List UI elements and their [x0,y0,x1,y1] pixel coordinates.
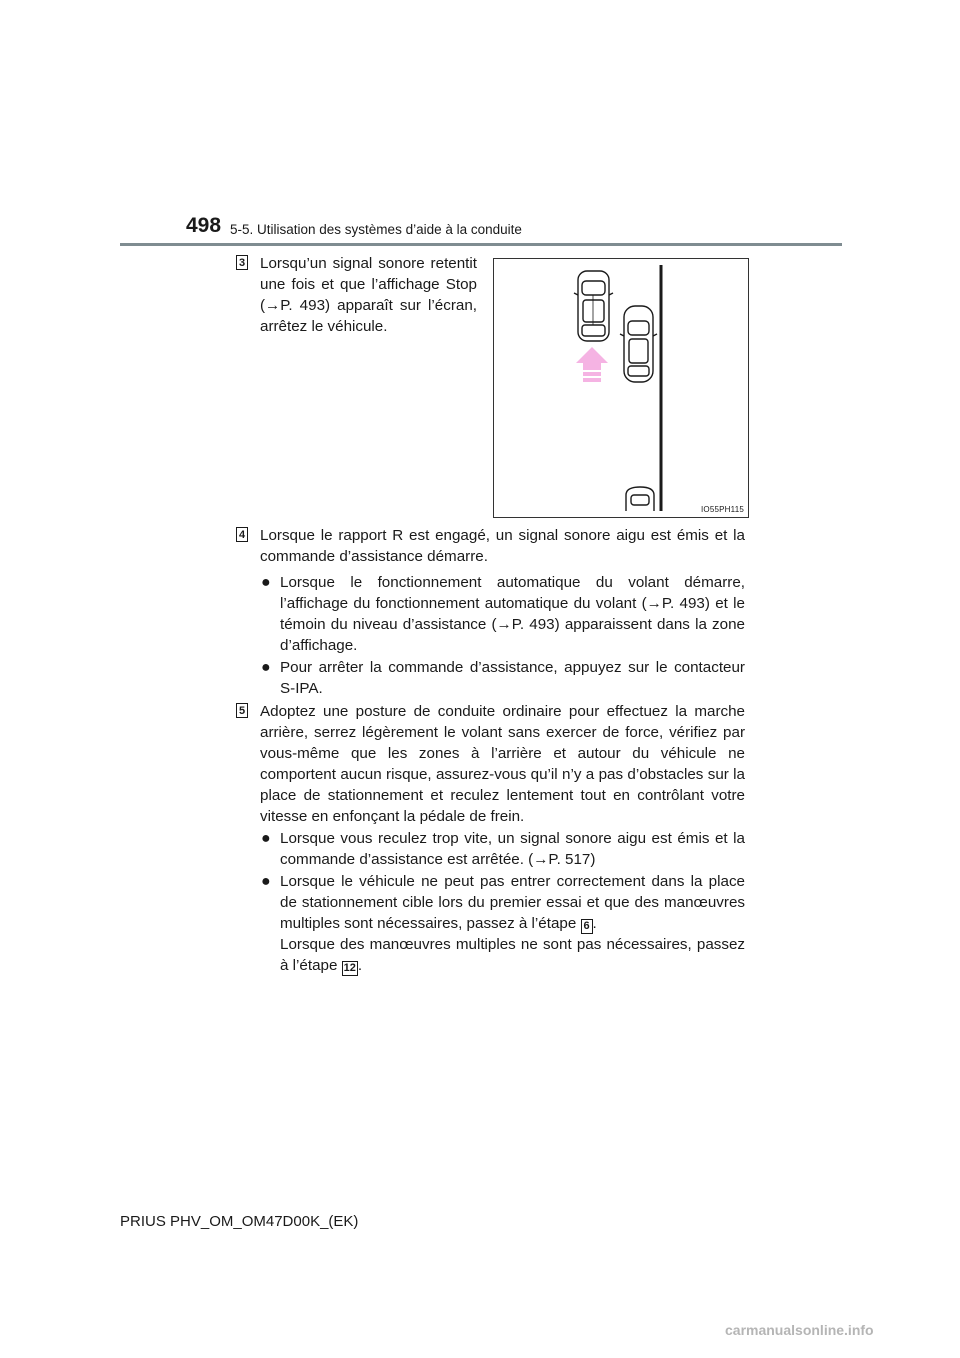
punctuation: . [592,915,597,932]
list-item-text-part: Lorsque le véhicule ne peut pas entrer correctement dans la place de stationnement cible lors du premier essai et que des manœuvres multiples sont nécessaires, passez à l’étape [280,873,745,932]
bullet-icon: ● [261,830,271,847]
list-item-text: Lorsque le fonctionnement automatique du volant démarre, l’affichage du fonctionnement automatique du volant (→P. 493) et le témoin du niveau d’assistance (→P. 493) apparaissent dans la zone d’affichage. [280,574,745,654]
step-marker-3: 3 [236,255,248,270]
watermark: carmanualsonline.info [725,1322,874,1338]
step-reference-6: 6 [581,919,593,934]
bullet-icon: ● [261,574,271,591]
step-5-text: Adoptez une posture de conduite ordinaire pour effectuez la marche arrière, serrez légèrement le volant sans exercer de force, vérifiez par vous-même que les zones à l’arrière et autour du véhicule ne comportent aucun risque, assurez-vous qu’il n’y a pas d’obstacles sur la place de stationnement et reculez lentement tout en contrôlant votre vitesse en enfonçant la pédale de frein. [260,703,745,825]
list-item-text-part: Lorsque des manœuvres multiples ne sont pas nécessaires, passez à l’étape [280,936,745,974]
page-number: 498 [186,214,222,237]
parking-diagram [493,258,749,518]
list-item-text: Pour arrêter la commande d’assistance, appuyez sur le contacteur S-IPA. [280,659,745,697]
bottom-car-icon [626,487,654,511]
punctuation: . [357,957,363,974]
step-3-text: Lorsqu’un signal sonore retentit une fois et que l’affichage Stop (→P. 493) apparaît sur l’écran, arrêtez le véhicule. [260,255,477,335]
figure-code: IO55PH115 [700,505,744,514]
footer-doc-code: PRIUS PHV_OM_OM47D00K_(EK) [120,1213,359,1230]
direction-arrow-icon [576,347,608,382]
bullet-icon: ● [261,659,271,676]
parked-car-icon [620,306,657,382]
section-title: 5-5. Utilisation des systèmes d’aide à la conduite [230,222,522,237]
list-item-text [280,871,745,976]
step-marker-5: 5 [236,703,248,718]
step-marker-4: 4 [236,527,248,542]
reversing-car-icon [574,271,613,341]
parking-illustration [494,259,750,519]
bullet-icon: ● [261,873,271,890]
step-reference-12: 12 [343,962,356,974]
header-divider [120,243,842,246]
list-item-text: Lorsque vous reculez trop vite, un signal sonore aigu est émis et la commande d’assistance est arrêtée. (→P. 517) [280,830,745,868]
step-4-text: Lorsque le rapport R est engagé, un signal sonore aigu est émis et la commande d’assistance démarre. [260,527,745,565]
